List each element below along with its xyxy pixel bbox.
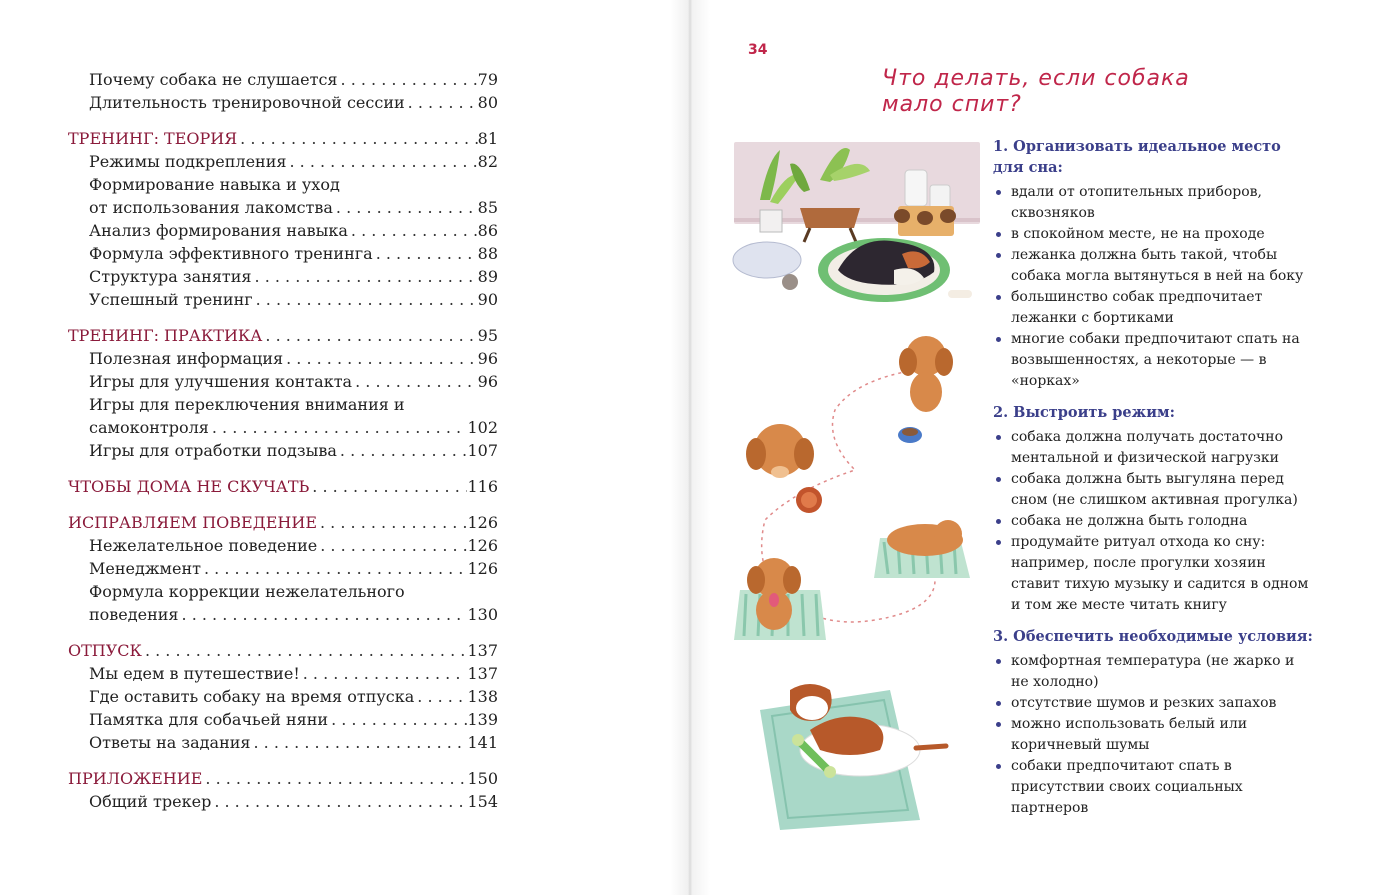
advice-item: продумайте ритуал отхода ко сну: например, после прогулки хозяин ставит тихую музыку и садится в одном и том же месте читать книгу — [993, 532, 1315, 616]
right-page — [690, 0, 1382, 895]
toc-leader — [300, 662, 468, 685]
toc-page: 102 — [467, 418, 498, 437]
toc-page: 126 — [467, 559, 498, 578]
toc-page: 80 — [477, 93, 498, 112]
toc-leader — [373, 242, 478, 265]
toc-page: 116 — [467, 477, 498, 496]
toc-section — [68, 324, 498, 462]
toc-item-label: Общий трекер — [89, 792, 212, 811]
toc-section — [68, 68, 498, 114]
advice-heading: 2. Выстроить режим: — [993, 404, 1175, 421]
advice-item: собака не должна быть голодна — [993, 511, 1315, 532]
toc-page: 137 — [467, 641, 498, 660]
table-of-contents — [68, 68, 498, 826]
toc-item-label: Режимы подкрепления — [89, 152, 287, 171]
advice-block — [993, 402, 1315, 616]
toc-heading-label: ЧТОБЫ ДОМА НЕ СКУЧАТЬ — [68, 477, 310, 496]
toc-item[interactable] — [68, 150, 498, 173]
toc-item-label-cont: самоконтроля — [89, 418, 209, 437]
advice-item: можно использовать белый или коричневый шумы — [993, 714, 1315, 756]
toc-item-label: Структура занятия — [89, 267, 252, 286]
toc-leader — [286, 150, 477, 173]
toc-leader — [309, 475, 467, 498]
toc-item-label-cont: от использования лакомства — [89, 198, 333, 217]
page-number: 34 — [748, 42, 768, 58]
toc-item-label: Где оставить собаку на время отпуска — [89, 687, 415, 706]
toc-item[interactable] — [68, 393, 498, 439]
toc-leader — [348, 219, 478, 242]
toc-leader — [262, 324, 477, 347]
toc-heading[interactable] — [68, 511, 498, 534]
toc-item-label: Формула коррекции нежелательного — [89, 582, 405, 601]
chapter-title-line2: мало спит? — [882, 92, 1022, 117]
toc-page: 88 — [477, 244, 498, 263]
toc-item[interactable] — [68, 68, 498, 91]
advice-heading: 1. Организовать идеальное место для сна: — [993, 138, 1281, 176]
toc-page: 79 — [477, 70, 498, 89]
advice-item: вдали от отопительных приборов, сквозняков — [993, 182, 1315, 224]
toc-page: 150 — [467, 769, 498, 788]
toc-leader — [201, 557, 467, 580]
advice-list — [993, 182, 1315, 392]
toc-section — [68, 127, 498, 311]
toc-heading[interactable] — [68, 639, 498, 662]
toc-leader — [283, 347, 478, 370]
toc-item-label: Игры для улучшения контакта — [89, 372, 353, 391]
toc-leader — [317, 511, 467, 534]
toc-page: 96 — [477, 372, 498, 391]
advice-item: собака должна получать достаточно ментальной и физической нагрузки — [993, 427, 1315, 469]
advice-block — [993, 136, 1315, 392]
toc-item[interactable] — [68, 439, 498, 462]
toc-leader — [252, 265, 478, 288]
toc-item-label: Игры для отработки подзыва — [89, 441, 337, 460]
toc-item-label-cont: поведения — [89, 605, 179, 624]
advice-block — [993, 626, 1315, 819]
toc-section — [68, 475, 498, 498]
toc-page: 90 — [477, 290, 498, 309]
toc-item[interactable] — [68, 242, 498, 265]
left-page — [0, 0, 690, 895]
toc-item[interactable] — [68, 219, 498, 242]
toc-item[interactable] — [68, 790, 498, 813]
toc-page: 89 — [477, 267, 498, 286]
toc-item[interactable] — [68, 580, 498, 626]
toc-heading-label: ОТПУСК — [68, 641, 142, 660]
toc-section — [68, 639, 498, 754]
toc-item[interactable] — [68, 265, 498, 288]
toc-heading[interactable] — [68, 767, 498, 790]
toc-page: 126 — [467, 513, 498, 532]
toc-leader — [211, 790, 467, 813]
illustrations — [720, 130, 990, 830]
puppies-illustration — [734, 336, 970, 640]
advice-item: большинство собак предпочитает лежанки с бортиками — [993, 287, 1315, 329]
sleeping-dog-bed-illustration — [733, 142, 980, 302]
toc-leader — [142, 639, 468, 662]
toc-page: 85 — [477, 198, 498, 217]
toc-page: 141 — [467, 733, 498, 752]
toc-item[interactable] — [68, 173, 498, 219]
toc-item[interactable] — [68, 288, 498, 311]
toc-leader — [328, 708, 467, 731]
toc-page: 137 — [467, 664, 498, 683]
toc-leader — [333, 196, 478, 219]
toc-leader — [250, 731, 467, 754]
toc-heading-label: ПРИЛОЖЕНИЕ — [68, 769, 203, 788]
toc-leader — [237, 127, 477, 150]
advice-content — [993, 136, 1315, 829]
toc-item[interactable] — [68, 557, 498, 580]
toc-item[interactable] — [68, 534, 498, 557]
toc-item[interactable] — [68, 662, 498, 685]
toc-item-label: Почему собака не слушается — [89, 70, 338, 89]
toc-item-label: Менеджмент — [89, 559, 201, 578]
toc-item-label: Нежелательное поведение — [89, 536, 318, 555]
toc-item-label: Анализ формирования навыка — [89, 221, 348, 240]
toc-heading[interactable] — [68, 127, 498, 150]
toc-page: 130 — [467, 605, 498, 624]
toc-item[interactable] — [68, 370, 498, 393]
toc-page: 139 — [467, 710, 498, 729]
toc-page: 126 — [467, 536, 498, 555]
advice-list — [993, 427, 1315, 616]
advice-item: собака должна быть выгуляна перед сном (не слишком активная прогулка) — [993, 469, 1315, 511]
toc-leader — [202, 767, 467, 790]
toc-section — [68, 767, 498, 813]
advice-item: отсутствие шумов и резких запахов — [993, 693, 1315, 714]
toc-page: 95 — [477, 326, 498, 345]
toc-item-label: Формирование навыка и уход — [89, 175, 340, 194]
toc-page: 82 — [477, 152, 498, 171]
toc-page: 154 — [467, 792, 498, 811]
advice-item: в спокойном месте, не на проходе — [993, 224, 1315, 245]
toc-leader — [209, 416, 468, 439]
toc-heading-label: ТРЕНИНГ: ПРАКТИКА — [68, 326, 263, 345]
toc-item-label: Длительность тренировочной сессии — [89, 93, 405, 112]
toc-leader — [337, 439, 468, 462]
toc-page: 86 — [477, 221, 498, 240]
advice-item: лежанка должна быть такой, чтобы собака могла вытянуться в ней на боку — [993, 245, 1315, 287]
toc-item-label: Формула эффективного тренинга — [89, 244, 373, 263]
chapter-title — [882, 66, 1242, 118]
toc-leader — [253, 288, 478, 311]
toc-section — [68, 511, 498, 626]
toc-item[interactable] — [68, 731, 498, 754]
advice-item: многие собаки предпочитают спать на возвышенностях, а некоторые — в «норках» — [993, 329, 1315, 392]
toc-heading[interactable] — [68, 324, 498, 347]
chapter-title-line1: Что делать, если собака — [882, 66, 1190, 91]
advice-heading: 3. Обеспечить необходимые условия: — [993, 628, 1313, 645]
toc-item-label: Мы едем в путешествие! — [89, 664, 300, 683]
toc-item-row — [89, 603, 498, 626]
book-gutter — [670, 0, 710, 895]
toc-item-label: Памятка для собачьей няни — [89, 710, 329, 729]
toc-item[interactable] — [68, 347, 498, 370]
toc-heading-label: ИСПРАВЛЯЕМ ПОВЕДЕНИЕ — [68, 513, 317, 532]
toc-item-row — [89, 196, 498, 219]
toc-leader — [338, 68, 478, 91]
toc-heading-label: ТРЕНИНГ: ТЕОРИЯ — [68, 129, 238, 148]
toc-leader — [414, 685, 467, 708]
toc-item[interactable] — [68, 685, 498, 708]
advice-item: комфортная температура (не жарко и не холодно) — [993, 651, 1315, 693]
toc-item[interactable] — [68, 708, 498, 731]
toc-item-label: Успешный тренинг — [89, 290, 253, 309]
dog-illustrations — [720, 130, 990, 830]
dog-on-mat-illustration — [760, 684, 946, 830]
toc-leader — [179, 603, 468, 626]
toc-leader — [405, 91, 478, 114]
toc-leader — [317, 534, 467, 557]
toc-page: 138 — [467, 687, 498, 706]
toc-page: 81 — [477, 129, 498, 148]
toc-page: 96 — [477, 349, 498, 368]
toc-page: 107 — [467, 441, 498, 460]
toc-heading[interactable] — [68, 475, 498, 498]
toc-item-label: Ответы на задания — [89, 733, 251, 752]
toc-item-label: Полезная информация — [89, 349, 284, 368]
toc-leader — [352, 370, 478, 393]
advice-item: собаки предпочитают спать в присутствии своих социальных партнеров — [993, 756, 1315, 819]
advice-list — [993, 651, 1315, 819]
toc-item-row — [89, 416, 498, 439]
toc-item[interactable] — [68, 91, 498, 114]
toc-item-label: Игры для переключения внимания и — [89, 395, 405, 414]
